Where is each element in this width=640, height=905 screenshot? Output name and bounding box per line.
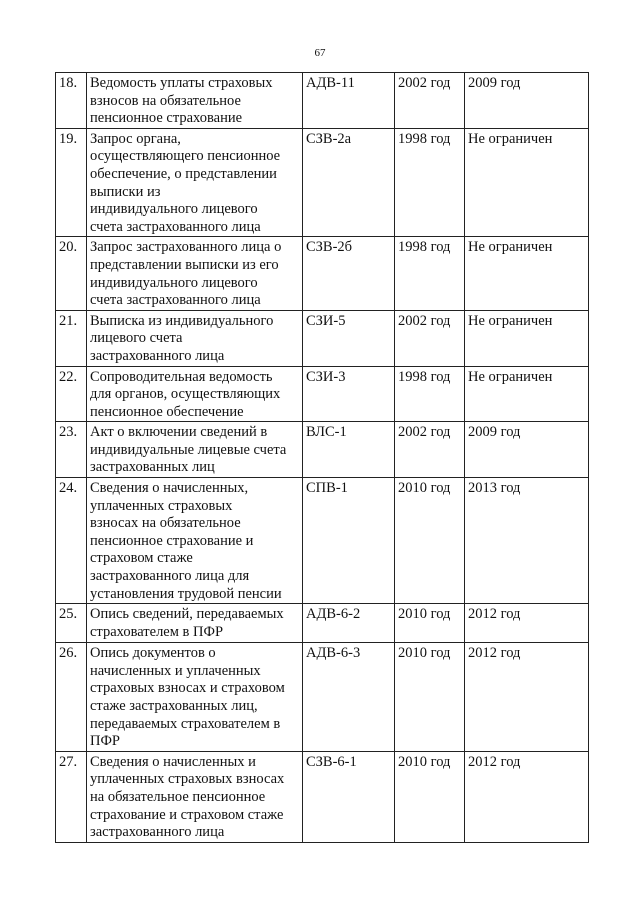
retention-term: 2009 год: [465, 422, 589, 478]
document-name: [87, 643, 303, 752]
form-code: АДВ-11: [303, 73, 395, 129]
row-number: 19.: [56, 128, 87, 237]
document-name: [87, 478, 303, 604]
form-code: СЗИ-3: [303, 366, 395, 422]
name-line: счета застрахованного лица: [90, 292, 261, 309]
retention-term: Не ограничен: [465, 128, 589, 237]
retention-term: 2013 год: [465, 478, 589, 604]
row-number: 23.: [56, 422, 87, 478]
retention-term: 2012 год: [465, 751, 589, 842]
name-line: Выписка из индивидуального: [90, 312, 274, 329]
table-row: [56, 604, 589, 643]
table-row: [56, 478, 589, 604]
row-number: 24.: [56, 478, 87, 604]
document-table: [55, 72, 589, 843]
name-line: стаже застрахованных лиц,: [90, 698, 258, 714]
document-name: [87, 604, 303, 643]
table-row: [56, 73, 589, 129]
name-line: Запрос застрахованного лица о: [90, 239, 282, 256]
name-line: для органов, осуществляющих: [90, 386, 281, 403]
document-name: [87, 128, 303, 237]
name-line: застрахованных лиц: [90, 459, 215, 476]
retention-term: Не ограничен: [465, 237, 589, 310]
form-code: АДВ-6-2: [303, 604, 395, 643]
table-row: [56, 237, 589, 310]
document-name: [87, 237, 303, 310]
introduced-year: 1998 год: [395, 237, 465, 310]
introduced-year: 2010 год: [395, 604, 465, 643]
introduced-year: 2010 год: [395, 478, 465, 604]
name-line: взносах на обязательное: [90, 515, 241, 532]
name-line: счета застрахованного лица: [90, 218, 261, 235]
table-row: [56, 310, 589, 366]
name-line: на обязательное пенсионное: [90, 788, 266, 805]
document-name: [87, 751, 303, 842]
form-code: СЗВ-2б: [303, 237, 395, 310]
name-line: Опись сведений, передаваемых: [90, 606, 284, 623]
name-line: уплаченных страховых взносах: [90, 771, 285, 788]
form-code: ВЛС-1: [303, 422, 395, 478]
name-line: Сведения о начисленных и: [90, 753, 256, 770]
name-line: уплаченных страховых: [90, 497, 233, 514]
row-number: 25.: [56, 604, 87, 643]
table-row: [56, 643, 589, 752]
row-number: 21.: [56, 310, 87, 366]
table-row: [56, 366, 589, 422]
name-line: застрахованного лица: [90, 347, 225, 364]
name-line: пенсионное страхование: [90, 110, 243, 127]
retention-term: 2012 год: [465, 643, 589, 752]
retention-term: Не ограничен: [465, 366, 589, 422]
retention-term: 2009 год: [465, 73, 589, 129]
name-line: осуществляющего пенсионное: [90, 148, 281, 165]
name-line: пенсионное обеспечение: [90, 403, 244, 420]
name-line: передаваемых страхователем в: [90, 715, 281, 732]
name-line: Ведомость уплаты страховых: [90, 75, 273, 91]
introduced-year: 2002 год: [395, 422, 465, 478]
document-name: [87, 310, 303, 366]
form-code: АДВ-6-3: [303, 643, 395, 752]
page-number: 67: [314, 47, 326, 59]
table-row: [56, 128, 589, 237]
document-table-body: [56, 73, 589, 843]
retention-term: 2012 год: [465, 604, 589, 643]
row-number: 18.: [56, 73, 87, 129]
name-line: индивидуального лицевого: [90, 274, 258, 291]
document-name: [87, 422, 303, 478]
name-line: установления трудовой пенсии: [90, 585, 282, 602]
document-name: [87, 73, 303, 129]
name-line: страховом стаже: [90, 550, 193, 567]
name-line: взносов на обязательное: [90, 92, 241, 109]
name-line: начисленных и уплаченных: [90, 662, 261, 679]
introduced-year: 1998 год: [395, 366, 465, 422]
name-line: пенсионное страхование и: [90, 532, 254, 549]
name-line: Сопроводительная ведомость: [90, 368, 273, 385]
name-line: Сведения о начисленных,: [90, 480, 249, 497]
name-line: страховых взносах и страховом: [90, 680, 285, 697]
name-line: выписки из: [90, 183, 161, 200]
name-line: Опись документов о: [90, 645, 216, 662]
introduced-year: 1998 год: [395, 128, 465, 237]
name-line: ПФР: [90, 733, 120, 750]
name-line: представлении выписки из его: [90, 256, 279, 273]
introduced-year: 2010 год: [395, 643, 465, 752]
form-code: СЗИ-5: [303, 310, 395, 366]
form-code: СЗВ-2а: [303, 128, 395, 237]
document-name: [87, 366, 303, 422]
introduced-year: 2010 год: [395, 751, 465, 842]
name-line: Запрос органа,: [90, 130, 181, 147]
table-row: [56, 751, 589, 842]
introduced-year: 2002 год: [395, 73, 465, 129]
table-row: [56, 422, 589, 478]
row-number: 26.: [56, 643, 87, 752]
form-code: СЗВ-6-1: [303, 751, 395, 842]
name-line: обеспечение, о представлении: [90, 165, 277, 182]
name-line: лицевого счета: [90, 330, 183, 347]
introduced-year: 2002 год: [395, 310, 465, 366]
name-line: Акт о включении сведений в: [90, 424, 268, 441]
name-line: застрахованного лица для: [90, 568, 250, 585]
retention-term: Не ограничен: [465, 310, 589, 366]
row-number: 20.: [56, 237, 87, 310]
name-line: страхование и страховом стаже: [90, 806, 284, 823]
name-line: индивидуального лицевого: [90, 201, 258, 218]
name-line: страхователем в ПФР: [90, 623, 224, 640]
name-line: застрахованного лица: [90, 824, 225, 841]
form-code: СПВ-1: [303, 478, 395, 604]
row-number: 27.: [56, 751, 87, 842]
name-line: индивидуальные лицевые счета: [90, 441, 287, 458]
row-number: 22.: [56, 366, 87, 422]
